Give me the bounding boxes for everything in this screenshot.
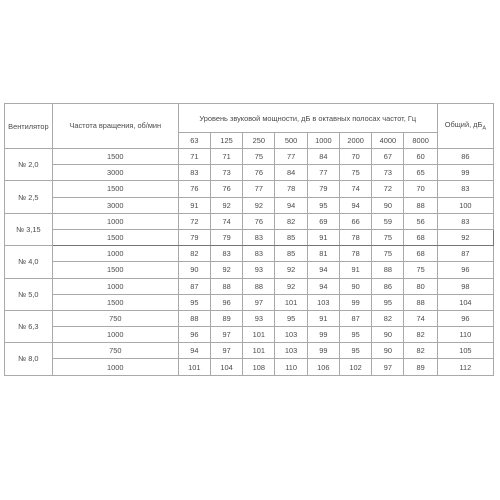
level-cell: 103: [307, 294, 339, 310]
table-row: [5, 278, 494, 294]
level-cell: 91: [178, 197, 210, 213]
fan-model-cell: № 2,0: [5, 149, 53, 181]
header-total-label: Общий, дБ: [444, 120, 483, 130]
total-cell: 92: [437, 229, 493, 245]
level-cell: 80: [404, 278, 437, 294]
level-cell: 79: [307, 181, 339, 197]
level-cell: 95: [339, 343, 371, 359]
level-cell: 88: [210, 278, 242, 294]
frequency-header-cell: 4000: [372, 133, 404, 149]
level-cell: 82: [178, 246, 210, 262]
level-cell: 83: [210, 246, 242, 262]
level-cell: 74: [339, 181, 371, 197]
level-cell: 90: [372, 343, 404, 359]
level-cell: 88: [404, 294, 437, 310]
level-cell: 70: [339, 149, 371, 165]
level-cell: 72: [372, 181, 404, 197]
speed-cell: 1500: [52, 262, 178, 278]
level-cell: 95: [178, 294, 210, 310]
speed-cell: 1500: [52, 181, 178, 197]
header-sound-level: Уровень звуковой мощности, дБ в октавных полосах частот, Гц: [178, 104, 437, 133]
speed-cell: 1500: [52, 229, 178, 245]
frequency-header-cell: 63: [178, 133, 210, 149]
level-cell: 56: [404, 213, 437, 229]
total-cell: 86: [437, 149, 493, 165]
total-cell: 99: [437, 165, 493, 181]
level-cell: 92: [275, 262, 307, 278]
level-cell: 99: [339, 294, 371, 310]
level-cell: 96: [178, 327, 210, 343]
level-cell: 101: [243, 343, 275, 359]
level-cell: 90: [372, 197, 404, 213]
level-cell: 97: [210, 327, 242, 343]
level-cell: 101: [243, 327, 275, 343]
total-cell: 104: [437, 294, 493, 310]
level-cell: 82: [404, 327, 437, 343]
speed-cell: 3000: [52, 165, 178, 181]
speed-cell: 1000: [52, 359, 178, 375]
level-cell: 99: [307, 343, 339, 359]
level-cell: 90: [339, 278, 371, 294]
level-cell: 76: [243, 165, 275, 181]
total-cell: 100: [437, 197, 493, 213]
level-cell: 68: [404, 246, 437, 262]
level-cell: 73: [372, 165, 404, 181]
header-speed: Частота вращения, об/мин: [52, 104, 178, 149]
sound-power-table: [4, 103, 494, 376]
fan-model-cell: № 6,3: [5, 310, 53, 342]
frequency-header-cell: 8000: [404, 133, 437, 149]
level-cell: 88: [372, 262, 404, 278]
table-row: [5, 294, 494, 310]
level-cell: 90: [178, 262, 210, 278]
table-row: [5, 310, 494, 326]
level-cell: 94: [307, 278, 339, 294]
level-cell: 75: [404, 262, 437, 278]
level-cell: 110: [275, 359, 307, 375]
total-cell: 83: [437, 213, 493, 229]
level-cell: 82: [372, 310, 404, 326]
fan-model-cell: № 5,0: [5, 278, 53, 310]
level-cell: 77: [307, 165, 339, 181]
level-cell: 97: [210, 343, 242, 359]
level-cell: 70: [404, 181, 437, 197]
table-row: [5, 165, 494, 181]
header-total-subscript: А: [482, 125, 487, 132]
level-cell: 82: [404, 343, 437, 359]
level-cell: 94: [275, 197, 307, 213]
level-cell: 75: [243, 149, 275, 165]
level-cell: 101: [178, 359, 210, 375]
total-cell: 87: [437, 246, 493, 262]
fan-model-cell: № 4,0: [5, 246, 53, 278]
level-cell: 95: [275, 310, 307, 326]
level-cell: 83: [243, 246, 275, 262]
level-cell: 92: [210, 262, 242, 278]
fan-model-cell: № 2,5: [5, 181, 53, 213]
level-cell: 89: [404, 359, 437, 375]
level-cell: 69: [307, 213, 339, 229]
level-cell: 79: [210, 229, 242, 245]
speed-cell: 1000: [52, 278, 178, 294]
total-cell: 112: [437, 359, 493, 375]
level-cell: 106: [307, 359, 339, 375]
level-cell: 103: [275, 343, 307, 359]
level-cell: 104: [210, 359, 242, 375]
speed-cell: 1000: [52, 246, 178, 262]
level-cell: 108: [243, 359, 275, 375]
fan-model-cell: № 8,0: [5, 343, 53, 375]
total-cell: 98: [437, 278, 493, 294]
total-cell: 110: [437, 327, 493, 343]
level-cell: 88: [243, 278, 275, 294]
level-cell: 79: [178, 229, 210, 245]
level-cell: 86: [372, 278, 404, 294]
speed-cell: 1000: [52, 327, 178, 343]
level-cell: 82: [275, 213, 307, 229]
level-cell: 76: [210, 181, 242, 197]
level-cell: 65: [404, 165, 437, 181]
level-cell: 81: [307, 246, 339, 262]
level-cell: 94: [178, 343, 210, 359]
table-row: [5, 181, 494, 197]
level-cell: 67: [372, 149, 404, 165]
level-cell: 92: [275, 278, 307, 294]
level-cell: 87: [178, 278, 210, 294]
level-cell: 91: [307, 310, 339, 326]
level-cell: 88: [178, 310, 210, 326]
level-cell: 85: [275, 246, 307, 262]
level-cell: 71: [178, 149, 210, 165]
speed-cell: 750: [52, 310, 178, 326]
level-cell: 60: [404, 149, 437, 165]
frequency-header-cell: 250: [243, 133, 275, 149]
level-cell: 68: [404, 229, 437, 245]
level-cell: 59: [372, 213, 404, 229]
level-cell: 102: [339, 359, 371, 375]
sound-power-table-wrapper: [4, 103, 494, 376]
level-cell: 97: [243, 294, 275, 310]
table-row: [5, 343, 494, 359]
level-cell: 78: [339, 229, 371, 245]
header-total: [437, 104, 493, 149]
level-cell: 76: [178, 181, 210, 197]
level-cell: 94: [339, 197, 371, 213]
table-row-highlighted: [5, 229, 494, 245]
level-cell: 97: [372, 359, 404, 375]
level-cell: 91: [307, 229, 339, 245]
frequency-header-cell: 2000: [339, 133, 371, 149]
table-row: [5, 197, 494, 213]
level-cell: 83: [178, 165, 210, 181]
header-fan: Вентилятор: [5, 104, 53, 149]
speed-cell: 1500: [52, 294, 178, 310]
header-row: [5, 104, 494, 133]
speed-cell: 750: [52, 343, 178, 359]
table-row: [5, 213, 494, 229]
level-cell: 75: [339, 165, 371, 181]
level-cell: 95: [339, 327, 371, 343]
level-cell: 75: [372, 229, 404, 245]
frequency-header-cell: 125: [210, 133, 242, 149]
level-cell: 75: [372, 246, 404, 262]
table-body: [5, 149, 494, 376]
level-cell: 74: [210, 213, 242, 229]
fan-model-cell: № 3,15: [5, 213, 53, 245]
table-row: [5, 327, 494, 343]
level-cell: 77: [243, 181, 275, 197]
speed-cell: 1000: [52, 213, 178, 229]
table-row: [5, 262, 494, 278]
table-row: [5, 149, 494, 165]
level-cell: 91: [339, 262, 371, 278]
level-cell: 96: [210, 294, 242, 310]
level-cell: 78: [339, 246, 371, 262]
level-cell: 87: [339, 310, 371, 326]
level-cell: 92: [210, 197, 242, 213]
speed-cell: 3000: [52, 197, 178, 213]
level-cell: 89: [210, 310, 242, 326]
level-cell: 71: [210, 149, 242, 165]
total-cell: 105: [437, 343, 493, 359]
total-cell: 96: [437, 310, 493, 326]
level-cell: 99: [307, 327, 339, 343]
speed-cell: 1500: [52, 149, 178, 165]
level-cell: 85: [275, 229, 307, 245]
level-cell: 73: [210, 165, 242, 181]
level-cell: 84: [307, 149, 339, 165]
level-cell: 93: [243, 310, 275, 326]
level-cell: 92: [243, 197, 275, 213]
level-cell: 103: [275, 327, 307, 343]
level-cell: 74: [404, 310, 437, 326]
level-cell: 93: [243, 262, 275, 278]
frequency-header-cell: 500: [275, 133, 307, 149]
total-cell: 96: [437, 262, 493, 278]
level-cell: 72: [178, 213, 210, 229]
level-cell: 83: [243, 229, 275, 245]
level-cell: 95: [307, 197, 339, 213]
level-cell: 88: [404, 197, 437, 213]
level-cell: 84: [275, 165, 307, 181]
level-cell: 76: [243, 213, 275, 229]
level-cell: 78: [275, 181, 307, 197]
level-cell: 101: [275, 294, 307, 310]
level-cell: 66: [339, 213, 371, 229]
frequency-header-cell: 1000: [307, 133, 339, 149]
table-row: [5, 246, 494, 262]
level-cell: 95: [372, 294, 404, 310]
level-cell: 94: [307, 262, 339, 278]
level-cell: 77: [275, 149, 307, 165]
table-row: [5, 359, 494, 375]
total-cell: 83: [437, 181, 493, 197]
level-cell: 90: [372, 327, 404, 343]
